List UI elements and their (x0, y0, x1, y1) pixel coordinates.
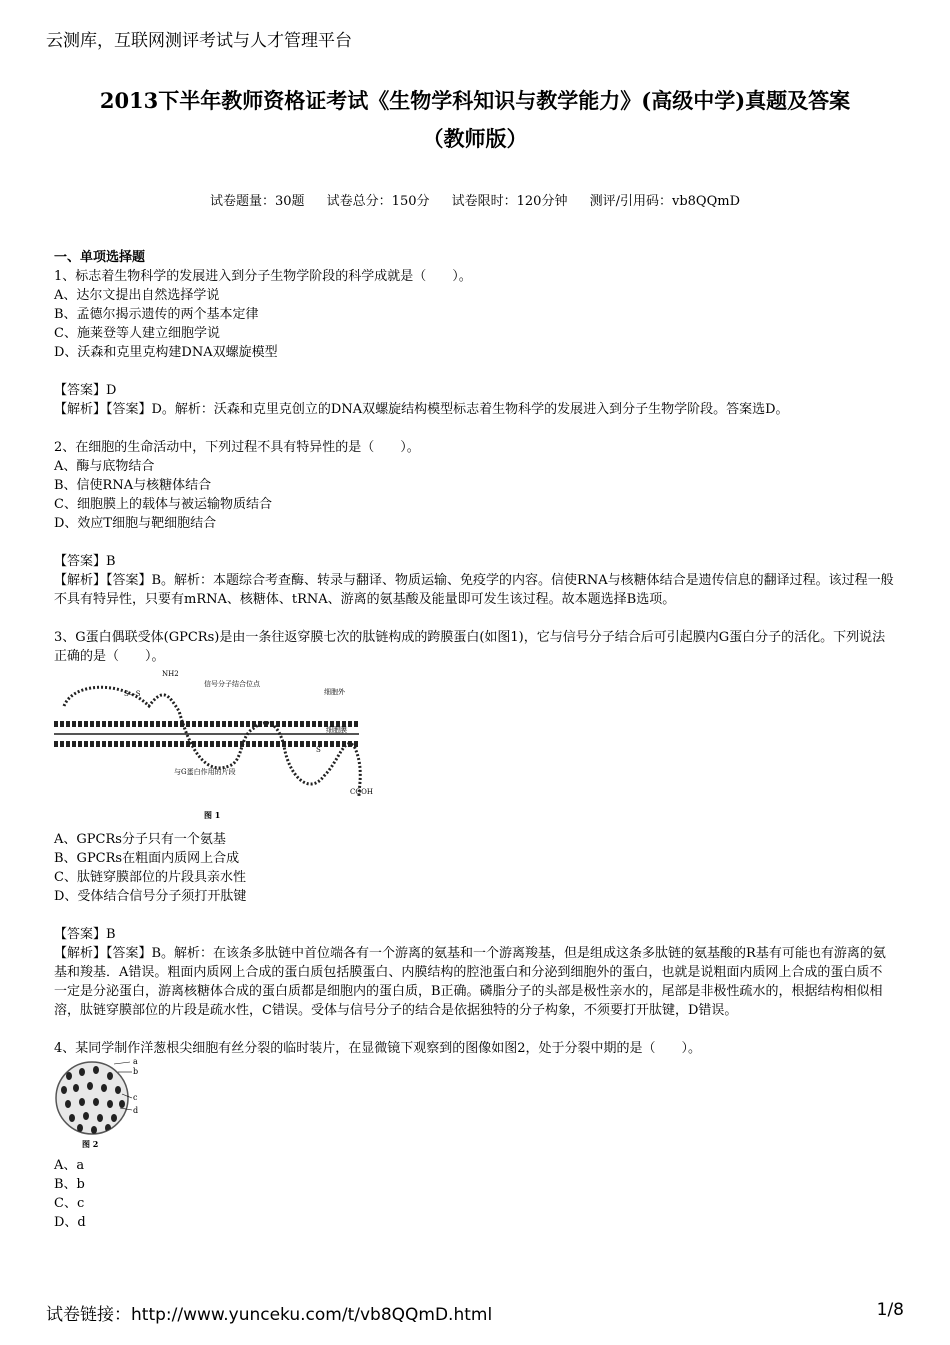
exam-meta (0, 190, 950, 209)
question-4-option-c: C、c (54, 1196, 85, 1211)
title-line-1: 2013下半年教师资格证考试《生物学科知识与教学能力》(高级中学)真题及答案 (99, 88, 851, 113)
membrane-label: 细胞膜 (326, 726, 347, 734)
question-3-answer: 【答案】B (54, 927, 116, 942)
title-line-2: （教师版） (422, 126, 528, 151)
gpcr-diagram (54, 666, 374, 824)
cooh-label: COOH (350, 788, 373, 796)
figure-1-gpcr (54, 666, 894, 830)
g-protein-segment-label: 与G蛋白作用的片段 (174, 768, 236, 776)
question-1-stem: 1、标志着生物科学的发展进入到分子生物学阶段的科学成就是（ ）。 (54, 269, 472, 284)
time-limit: 试卷限时：120分钟 (451, 194, 568, 209)
question-4-option-a: A、a (54, 1158, 85, 1173)
question-1-analysis: 【解析】【答案】D。解析：沃森和克里克创立的DNA双螺旋结构模型标志着生物科学的发展进入到分子生物学阶段。答案选D。 (54, 402, 789, 417)
question-3-option-b: B、GPCRs在粗面内质网上合成 (54, 851, 240, 866)
exam-link[interactable]: http://www.yunceku.com/t/vb8QQmD.html (131, 1305, 493, 1325)
question-2-option-d: D、效应T细胞与靶细胞结合 (54, 516, 217, 531)
question-1-option-c: C、施莱登等人建立细胞学说 (54, 326, 220, 341)
reference-code: 测评/引用码：vb8QQmD (589, 194, 740, 209)
question-2-answer: 【答案】B (54, 554, 116, 569)
label-d: d (133, 1106, 139, 1115)
question-2-option-b: B、信使RNA与核糖体结合 (54, 478, 212, 493)
question-3-option-a: A、GPCRs分子只有一个氨基 (54, 832, 226, 847)
page-number: 1/8 (876, 1300, 904, 1320)
site-header: 云测库，互联网测评考试与人才管理平台 (46, 31, 352, 51)
question-2-analysis: 【解析】【答案】B。解析：本题综合考查酶、转录与翻译、物质运输、免疫学的内容。信使RNA与核糖体结合是遗传信息的翻译过程。该过程一般不具有特异性，只要有mRNA、核糖体、tRNA、游离的氨基酸及能量即可发生该过程。故本题选择B选项。 (54, 573, 894, 607)
figure-2-micrograph (54, 1058, 894, 1156)
s-label: S (316, 746, 321, 754)
question-4-stem: 4、某同学制作洋葱根尖细胞有丝分裂的临时装片，在显微镜下观察到的图像如图2，处于分裂中期的是（ ）。 (54, 1041, 702, 1056)
label-a: a (133, 1058, 138, 1066)
question-4-option-b: B、b (54, 1177, 85, 1192)
total-score: 试卷总分：150分 (326, 194, 430, 209)
question-2-stem: 2、在细胞的生命活动中，下列过程不具有特异性的是（ ）。 (54, 440, 420, 455)
exam-content (54, 248, 894, 1232)
document-title (40, 82, 910, 158)
question-3-analysis: 【解析】【答案】B。解析：在该条多肽链中首位端各有一个游离的氨基和一个游离羧基，但是组成这条多肽链的氨基酸的R基有可能也有游离的氨基和羧基．A错误。粗面内质网上合成的蛋白质包括膜蛋白、内膜结构的腔池蛋白和分泌到细胞外的蛋白，也就是说粗面内质网上合成的蛋白质不一定是分泌蛋白，游离核糖体合成的蛋白质都是细胞内的蛋白质，B正确。磷脂分子的头部是极性亲水的，尾部是非极性疏水的，根据结构相似相溶，肽链穿膜部位的片段是疏水性，C错误。受体与信号分子的结合是依据独特的分子构象，不须要打开肽键，D错误。 (54, 946, 886, 1018)
binding-site-label: 信号分子结合位点 (204, 680, 260, 688)
question-1-answer: 【答案】D (54, 383, 117, 398)
question-3-option-c: C、肽链穿膜部位的片段具亲水性 (54, 870, 246, 885)
section-heading: 一、单项选择题 (54, 250, 146, 265)
footer-label: 试卷链接： (46, 1305, 131, 1325)
figure-2-caption: 图 2 (82, 1139, 99, 1149)
question-3-option-d: D、受体结合信号分子须打开肽键 (54, 889, 247, 904)
question-3-stem: 3、G蛋白偶联受体(GPCRs)是由一条往返穿膜七次的肽链构成的跨膜蛋白(如图1)，它与信号分子结合后可引起膜内G蛋白分子的活化。下列说法正确的是（ ）。 (54, 630, 886, 664)
label-b: b (133, 1067, 139, 1076)
nh2-label: NH2 (162, 670, 179, 678)
disulfide-label: S—S (124, 690, 141, 698)
label-c: c (133, 1093, 138, 1102)
membrane-bilayer (54, 724, 359, 744)
question-4-option-d: D、d (54, 1215, 86, 1230)
figure-1-caption: 图 1 (204, 810, 221, 820)
question-1-option-a: A、达尔文提出自然选择学说 (54, 288, 220, 303)
question-2-option-a: A、酶与底物结合 (54, 459, 155, 474)
question-1-option-b: B、孟德尔揭示遗传的两个基本定律 (54, 307, 259, 322)
micrograph-diagram (54, 1058, 144, 1150)
extracellular-label: 细胞外 (324, 688, 345, 696)
question-2-option-c: C、细胞膜上的载体与被运输物质结合 (54, 497, 272, 512)
page-footer (46, 1300, 904, 1325)
question-1-option-d: D、沃森和克里克构建DNA双螺旋模型 (54, 345, 278, 360)
question-count: 试卷题量：30题 (209, 194, 305, 209)
